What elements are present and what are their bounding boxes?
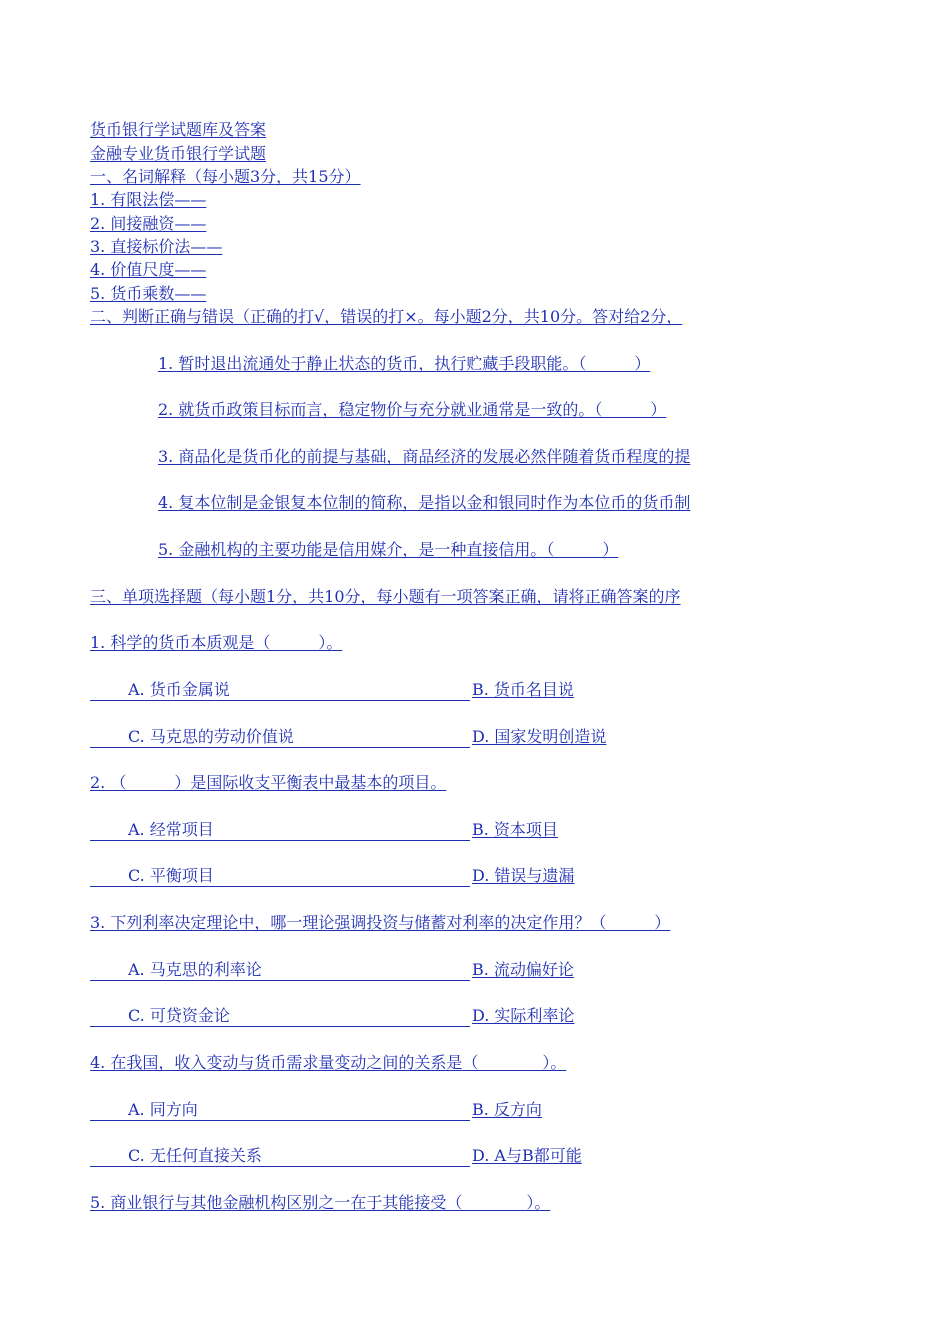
option-b: B. 货币名目说 [472,680,574,699]
option-c: C. 可贷资金论 [90,1006,470,1027]
term-item: 2. 间接融资—— [90,214,207,233]
option-d: D. A与B都可能 [472,1146,582,1165]
option-c: C. 马克思的劳动价值说 [90,727,470,748]
option-b: B. 反方向 [472,1100,542,1119]
judgement-item: 4. 复本位制是金银复本位制的简称，是指以金和银同时作为本位币的货币制 [158,493,691,512]
question-stem: 4. 在我国，收入变动与货币需求量变动之间的关系是（ ）。 [90,1053,567,1072]
option-d: D. 实际利率论 [472,1006,575,1025]
option-d: D. 错误与遗漏 [472,866,575,885]
document-subtitle: 金融专业货币银行学试题 [90,144,267,163]
judgement-item: 1. 暂时退出流通处于静止状态的货币，执行贮藏手段职能。（ ） [158,354,651,373]
option-c: C. 无任何直接关系 [90,1146,470,1167]
term-item: 3. 直接标价法—— [90,237,223,256]
section3-heading: 三、单项选择题（每小题1分，共10分，每小题有一项答案正确，请将正确答案的序 [90,587,681,606]
option-a: A. 马克思的利率论 [90,960,470,981]
question-stem: 3. 下列利率决定理论中，哪一理论强调投资与储蓄对利率的决定作用？（ ） [90,913,671,932]
question-stem: 2. （ ）是国际收支平衡表中最基本的项目。 [90,773,447,792]
term-item: 1. 有限法偿—— [90,190,207,209]
option-b: B. 资本项目 [472,820,558,839]
option-a: A. 经常项目 [90,820,470,841]
option-a: A. 货币金属说 [90,680,470,701]
option-a: A. 同方向 [90,1100,470,1121]
judgement-item: 2. 就货币政策目标而言，稳定物价与充分就业通常是一致的。（ ） [158,400,667,419]
option-d: D. 国家发明创造说 [472,727,607,746]
judgement-item: 3. 商品化是货币化的前提与基础，商品经济的发展必然伴随着货币程度的提 [158,447,691,466]
section1-heading: 一、名词解释（每小题3分，共15分） [90,167,361,186]
question-stem: 1. 科学的货币本质观是（ ）。 [90,633,343,652]
option-b: B. 流动偏好论 [472,960,574,979]
option-c: C. 平衡项目 [90,866,470,887]
question-stem: 5. 商业银行与其他金融机构区别之一在于其能接受（ ）。 [90,1193,551,1212]
term-item: 4. 价值尺度—— [90,260,207,279]
judgement-item: 5. 金融机构的主要功能是信用媒介，是一种直接信用。（ ） [158,540,619,559]
document-title: 货币银行学试题库及答案 [90,120,267,139]
term-item: 5. 货币乘数—— [90,284,207,303]
section2-heading: 二、判断正确与错误（正确的打√，错误的打×。每小题2分，共10分。答对给2分， [90,307,683,326]
